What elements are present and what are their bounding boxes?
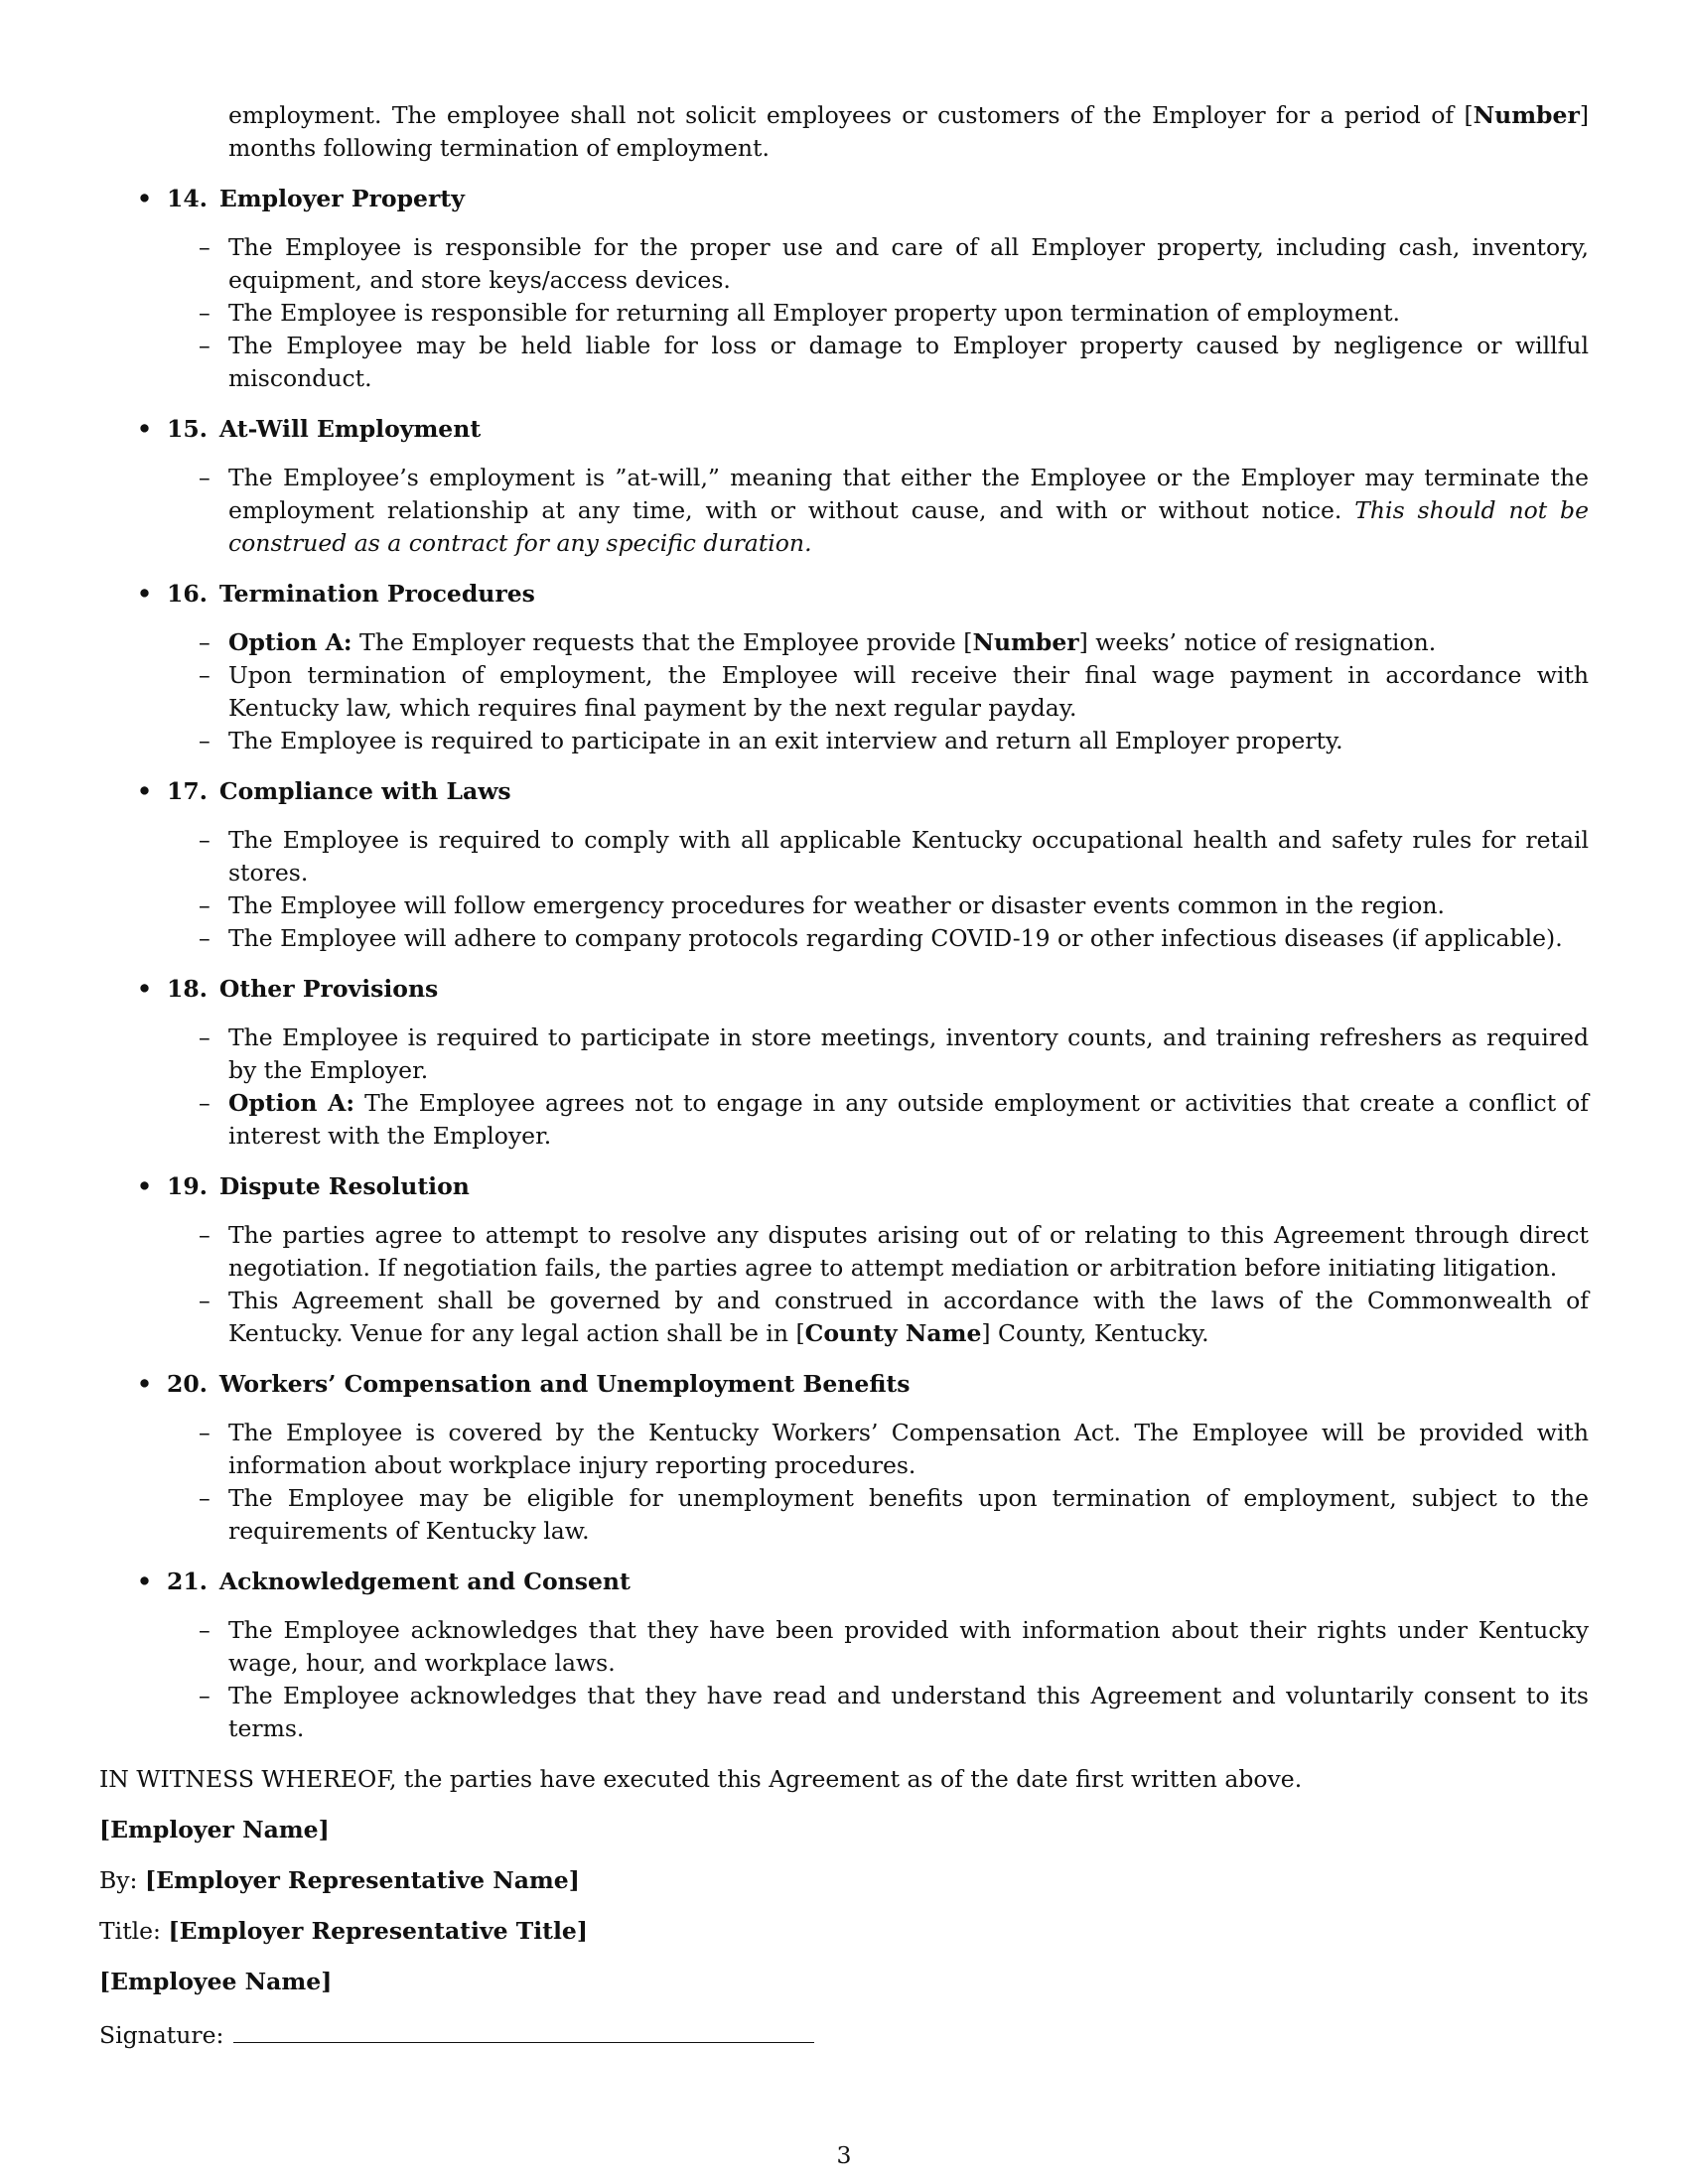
- dash-icon: –: [199, 1682, 211, 1709]
- section-number: 18.: [167, 975, 208, 1003]
- list-item: [199, 1417, 1589, 1482]
- intro-text-end: ] months following termination of employment.: [228, 101, 1589, 162]
- list-item-text: The Employee is responsible for returning all Employer property upon termination of employment.: [228, 299, 1401, 327]
- list-item-text: The Employee acknowledges that they have been provided with information about their rights under Kentucky wage, hour, and workplace laws.: [228, 1616, 1589, 1677]
- list-item: [199, 1285, 1589, 1350]
- dash-icon: –: [199, 826, 211, 854]
- list-item: [199, 1680, 1589, 1745]
- dash-icon: –: [199, 233, 211, 261]
- section-19-heading: [99, 1170, 1589, 1203]
- section-15: [99, 413, 1589, 560]
- list-item-text: Upon termination of employment, the Employee will receive their final wage payment in accordance with Kentucky law, which requires final payment by the next regular payday.: [228, 661, 1589, 722]
- intro-text: employment. The employee shall not solicit employees or customers of the Employer for a period of [: [228, 101, 1474, 129]
- dash-icon: –: [199, 464, 211, 491]
- document-body: [99, 99, 1589, 2070]
- section-20: [99, 1368, 1589, 1548]
- employer-name: Employer Name: [110, 1816, 319, 1843]
- dash-icon: –: [199, 1484, 211, 1512]
- page-number: 3: [836, 2141, 852, 2169]
- list-item: [199, 659, 1589, 725]
- list-item-text: The Employee may be eligible for unemployment benefits upon termination of employment, subject to the requirements of Kentucky law.: [228, 1484, 1589, 1545]
- dash-icon: –: [199, 661, 211, 689]
- dash-icon: –: [199, 1419, 211, 1446]
- dash-icon: –: [199, 1221, 211, 1249]
- section-number: 17.: [167, 777, 208, 805]
- option-label: Option A:: [228, 628, 352, 656]
- section-15-heading: [99, 413, 1589, 446]
- continuation-paragraph: [228, 99, 1589, 165]
- list-item: [199, 725, 1589, 757]
- section-14-heading: [99, 183, 1589, 215]
- bullet-icon: •: [137, 580, 153, 608]
- section-number: 15.: [167, 415, 208, 443]
- signature-line[interactable]: [233, 2016, 814, 2043]
- list-item: [199, 1482, 1589, 1548]
- section-number: 19.: [167, 1172, 208, 1200]
- dash-icon: –: [199, 628, 211, 656]
- placeholder-county-name: County Name: [804, 1319, 982, 1347]
- section-16-heading: [99, 578, 1589, 611]
- section-17: [99, 775, 1589, 955]
- section-title: At-Will Employment: [218, 415, 482, 443]
- list-item: [199, 1219, 1589, 1285]
- dash-icon: –: [199, 1616, 211, 1644]
- list-item: [199, 1087, 1589, 1153]
- bullet-icon: •: [137, 1568, 153, 1595]
- section-title: Acknowledgement and Consent: [218, 1568, 631, 1595]
- section-number: 14.: [167, 185, 208, 212]
- section-19: [99, 1170, 1589, 1350]
- dash-icon: –: [199, 1287, 211, 1314]
- section-21-heading: [99, 1566, 1589, 1598]
- employee-name-field: [Employee Name]: [99, 1968, 333, 1995]
- section-title: Employer Property: [218, 185, 465, 212]
- bullet-icon: •: [137, 185, 153, 212]
- section-title: Termination Procedures: [218, 580, 535, 608]
- list-item: [199, 297, 1589, 330]
- bullet-icon: •: [137, 1370, 153, 1398]
- dash-icon: –: [199, 1089, 211, 1117]
- section-title: Workers’ Compensation and Unemployment Benefits: [218, 1370, 911, 1398]
- section-21: [99, 1566, 1589, 1745]
- list-item-text: The parties agree to attempt to resolve any disputes arising out of or relating to this Agreement through direct negotiation. If negotiation fails, the parties agree to attempt mediation or arbitration before initiating litigation.: [228, 1221, 1589, 1282]
- section-number: 20.: [167, 1370, 208, 1398]
- list-item-text: The Employee may be held liable for loss or damage to Employer property caused by negligence or willful misconduct.: [228, 332, 1589, 392]
- bullet-icon: •: [137, 1172, 153, 1200]
- list-item: [199, 231, 1589, 297]
- list-item-text: The Employee is required to participate in an exit interview and return all Employer property.: [228, 727, 1343, 754]
- dash-icon: –: [199, 299, 211, 327]
- bullet-icon: •: [137, 975, 153, 1003]
- list-item: [199, 462, 1590, 560]
- section-17-heading: [99, 775, 1589, 808]
- section-18: [99, 973, 1589, 1153]
- witness-statement: IN WITNESS WHEREOF, the parties have executed this Agreement as of the date first written above.: [99, 1765, 1303, 1793]
- title-label: Title:: [99, 1917, 161, 1945]
- section-title: Other Provisions: [218, 975, 439, 1003]
- list-item-text-end: ] weeks’ notice of resignation.: [1078, 628, 1437, 656]
- list-item: [199, 922, 1589, 955]
- list-item-text: The Employee is covered by the Kentucky Workers’ Compensation Act. The Employee will be provided with information about workplace injury reporting procedures.: [228, 1419, 1589, 1479]
- list-item-text: The Employee agrees not to engage in any outside employment or activities that create a conflict of interest with the Employer.: [228, 1089, 1589, 1150]
- list-item: [199, 1614, 1589, 1680]
- list-item: [199, 330, 1589, 395]
- bullet-icon: •: [137, 415, 153, 443]
- list-item-text: The Employee is required to comply with all applicable Kentucky occupational health and safety rules for retail stores.: [228, 826, 1589, 887]
- list-item-text-end: ] County, Kentucky.: [981, 1319, 1209, 1347]
- italic-note: This should not be construed as a contract for any specific duration.: [228, 496, 1590, 557]
- section-14: [99, 183, 1589, 395]
- employer-name-field: [Employer Name]: [99, 1816, 330, 1843]
- dash-icon: –: [199, 891, 211, 919]
- list-item-text: The Employer requests that the Employee provide [: [352, 628, 973, 656]
- dash-icon: –: [199, 924, 211, 952]
- list-item-text: This Agreement shall be governed by and construed in accordance with the laws of the Commonwealth of Kentucky. Venue for any legal action shall be in [: [228, 1287, 1589, 1347]
- section-20-heading: [99, 1368, 1589, 1401]
- dash-icon: –: [199, 727, 211, 754]
- representative-title-field: Title: [Employer Representative Title]: [99, 1917, 589, 1945]
- option-label: Option A:: [228, 1089, 355, 1117]
- section-number: 21.: [167, 1568, 208, 1595]
- by-label: By:: [99, 1866, 138, 1894]
- list-item: [199, 1022, 1589, 1087]
- section-title: Dispute Resolution: [218, 1172, 470, 1200]
- section-number: 16.: [167, 580, 208, 608]
- dash-icon: –: [199, 332, 211, 359]
- employee-name: Employee Name: [110, 1968, 322, 1995]
- list-item-text: The Employee is responsible for the proper use and care of all Employer property, including cash, inventory, equipment, and store keys/access devices.: [228, 233, 1589, 294]
- representative-name: Employer Representative Name: [156, 1866, 569, 1894]
- list-item: [199, 824, 1589, 889]
- representative-name-field: By: [Employer Representative Name]: [99, 1866, 580, 1894]
- list-item-text: The Employee acknowledges that they have read and understand this Agreement and voluntarily consent to its terms.: [228, 1682, 1589, 1742]
- section-16: [99, 578, 1589, 757]
- list-item-text: The Employee is required to participate in store meetings, inventory counts, and training refreshers as required by the Employer.: [228, 1024, 1589, 1084]
- section-title: Compliance with Laws: [218, 777, 511, 805]
- list-item-text: The Employee will follow emergency procedures for weather or disaster events common in the region.: [228, 891, 1446, 919]
- dash-icon: –: [199, 1024, 211, 1051]
- list-item-text: The Employee will adhere to company protocols regarding COVID-19 or other infectious diseases (if applicable).: [228, 924, 1563, 952]
- placeholder-number: Number: [1473, 101, 1580, 129]
- list-item: [199, 889, 1589, 922]
- placeholder-number: Number: [972, 628, 1079, 656]
- signature-label: Signature:: [99, 2021, 224, 2049]
- representative-title: Employer Representative Title: [179, 1917, 577, 1945]
- bullet-icon: •: [137, 777, 153, 805]
- section-18-heading: [99, 973, 1589, 1006]
- list-item: [199, 626, 1589, 659]
- list-item-text: The Employee’s employment is ”at-will,” meaning that either the Employee or the Employer may terminate the employment relationship at any time, with or without cause, and with or without notice.: [228, 464, 1589, 524]
- signature-field: [99, 2016, 1589, 2052]
